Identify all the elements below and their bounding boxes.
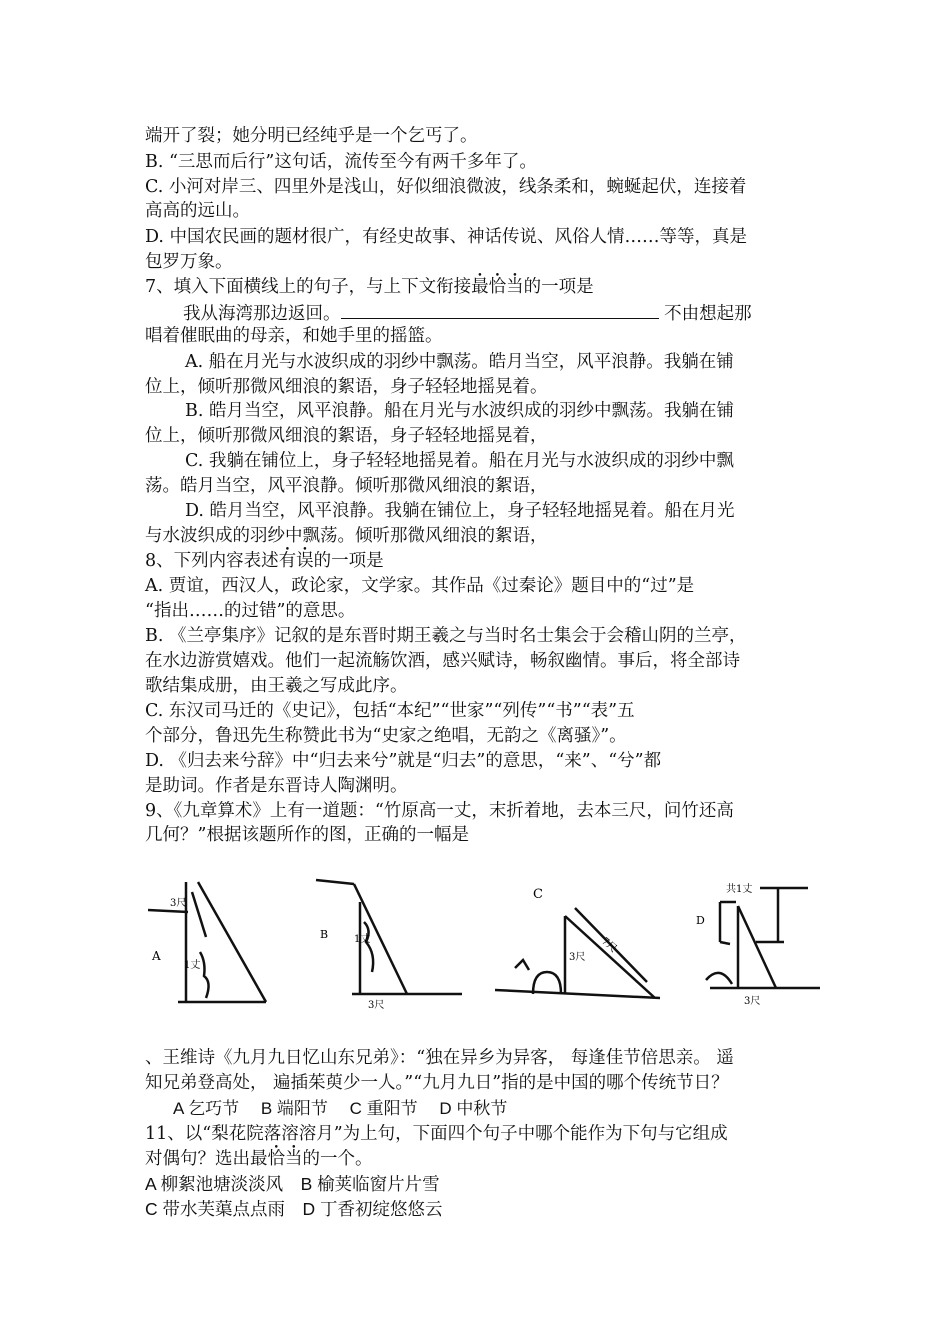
option-7d-line2: 与水波织成的羽纱中飘荡。倾听那微风细浪的絮语， — [145, 526, 548, 546]
option-6c-line2: 高高的远山。 — [145, 201, 250, 221]
question-7-title: 7、填入下面横线上的句子，与上下文衔接最恰当的一项是 — [145, 277, 594, 297]
option-7a-line2: 位上，倾听那微风细浪的絮语，身子轻轻地摇晃着。 — [145, 377, 548, 397]
emphasis-char: 最 — [471, 277, 489, 297]
question-9-line1: 9、《九章算术》上有一道题：“竹原高一丈，末折着地，去本三尺，问竹还高 — [145, 801, 734, 821]
option-8a-line1: A. 贾谊，西汉人，政论家，文学家。其作品《过秦论》题目中的“过”是 — [145, 576, 695, 596]
figure-letter: B — [320, 928, 329, 941]
question-11-options-1: A 柳絮池塘淡淡风 B 榆荚临窗片片雪 — [145, 1174, 440, 1194]
question-11-line1: 11、以“梨花院落溶溶月”为上句，下面四个句子中哪个能作为下句与它组成 — [145, 1124, 728, 1144]
option-8d-line1: D. 《归去来兮辞》中“归去来兮”就是“归去”的意思，“来”、“兮”都 — [145, 751, 662, 771]
option-8a-line2: “指出……的过错”的意思。 — [145, 601, 356, 621]
label-3chi: 3尺 — [744, 996, 761, 1007]
option-8b-line1: B. 《兰亭集序》记叙的是东晋时期王羲之与当时名士集会于会稽山阴的兰亭， — [145, 626, 747, 646]
answer-blank[interactable] — [341, 300, 659, 319]
label-1zhang: 1丈 — [354, 934, 371, 945]
option-8d-line2: 是助词。作者是东晋诗人陶渊明。 — [145, 776, 408, 796]
emphasis-char: 有 — [278, 551, 297, 571]
label-7chi: 7尺 — [599, 935, 619, 955]
figure-c[interactable] — [495, 862, 665, 1012]
option-8c-line2: 个部分，鲁迅先生称赞此书为“史家之绝唱，无韵之《离骚》”。 — [145, 726, 627, 746]
emphasis-char: 恰 — [488, 277, 507, 297]
option-7b-line1: B. 皓月当空，风平浪静。船在月光与水波织成的羽纱中飘荡。我躺在铺 — [185, 401, 734, 421]
emphasis-char: 恰 — [267, 1149, 285, 1169]
label-total-1zhang: 共1丈 — [726, 884, 753, 895]
figure-d[interactable] — [690, 862, 825, 1012]
question-7-stem-line2: 唱着催眠曲的母亲，和她手里的摇篮。 — [145, 326, 443, 346]
option-8c-line1: C. 东汉司马迁的《史记》，包括“本纪”“世家”“列传”“书”“表”五 — [145, 701, 635, 721]
emphasis-char: 当 — [285, 1149, 303, 1169]
option-6b: B. “三思而后行”这句话，流传至今有两千多年了。 — [145, 152, 537, 172]
option-7c-line2: 荡。皓月当空，风平浪静。倾听那微风细浪的絮语， — [145, 476, 548, 496]
label-3chi: 3尺 — [368, 1000, 385, 1011]
text-line: 端开了裂；她分明已经纯乎是一个乞丐了。 — [145, 126, 478, 146]
question-8-title: 8、下列内容表述有误的一项是 — [145, 551, 384, 571]
question-7-stem: 我从海湾那边返回。 不由想起那 — [183, 300, 752, 326]
label-1zhang: 1丈 — [184, 960, 201, 971]
figure-letter: C — [533, 887, 543, 902]
option-6c-line1: C. 小河对岸三、四里外是浅山，好似细浪微波，线条柔和，蜿蜒起伏，连接着 — [145, 177, 747, 197]
option-8b-line2: 在水边游赏嬉戏。他们一起流觞饮酒，感兴赋诗，畅叙幽情。事后，将全部诗 — [145, 651, 740, 671]
figure-b[interactable] — [312, 862, 467, 1012]
emphasis-char: 当 — [506, 277, 524, 297]
option-7a-line1: A. 船在月光与水波织成的羽纱中飘荡。皓月当空，风平浪静。我躺在铺 — [185, 352, 734, 372]
option-7c-line1: C. 我躺在铺位上，身子轻轻地摇晃着。船在月光与水波织成的羽纱中飘 — [185, 451, 734, 471]
option-6d-line1: D. 中国农民画的题材很广，有经史故事、神话传说、风俗人情……等等，真是 — [145, 227, 748, 247]
question-10-options: A 乞巧节 B 端阳节 C 重阳节 D 中秋节 — [173, 1099, 508, 1118]
figure-a[interactable] — [148, 862, 278, 1012]
label-3chi: 3尺 — [569, 952, 586, 963]
figure-letter: D — [696, 914, 705, 927]
option-8b-line3: 歌结集成册，由王羲之写成此序。 — [145, 676, 408, 696]
figure-letter: A — [152, 949, 161, 963]
option-6d-line2: 包罗万象。 — [145, 252, 233, 272]
label-3chi: 3尺 — [170, 898, 187, 909]
question-10-line1: 、王维诗《九月九日忆山东兄弟》：“独在异乡为异客， 每逢佳节倍思亲。 遥 — [145, 1048, 734, 1068]
question-10-line2: 知兄弟登高处， 遍插茱萸少一人。”“九月九日”指的是中国的哪个传统节日？ — [145, 1073, 729, 1093]
option-7d-line1: D. 皓月当空，风平浪静。我躺在铺位上，身子轻轻地摇晃着。船在月光 — [185, 501, 735, 521]
question-11-options-2: C 带水芙蕖点点雨 D 丁香初绽悠悠云 — [145, 1199, 443, 1219]
question-9-line2: 几何？”根据该题所作的图，正确的一幅是 — [145, 825, 469, 845]
option-7b-line2: 位上，倾听那微风细浪的絮语，身子轻轻地摇晃着， — [145, 426, 548, 446]
question-11-line2: 对偶句？选出最恰当的一个。 — [145, 1149, 373, 1169]
emphasis-char: 误 — [296, 551, 314, 571]
